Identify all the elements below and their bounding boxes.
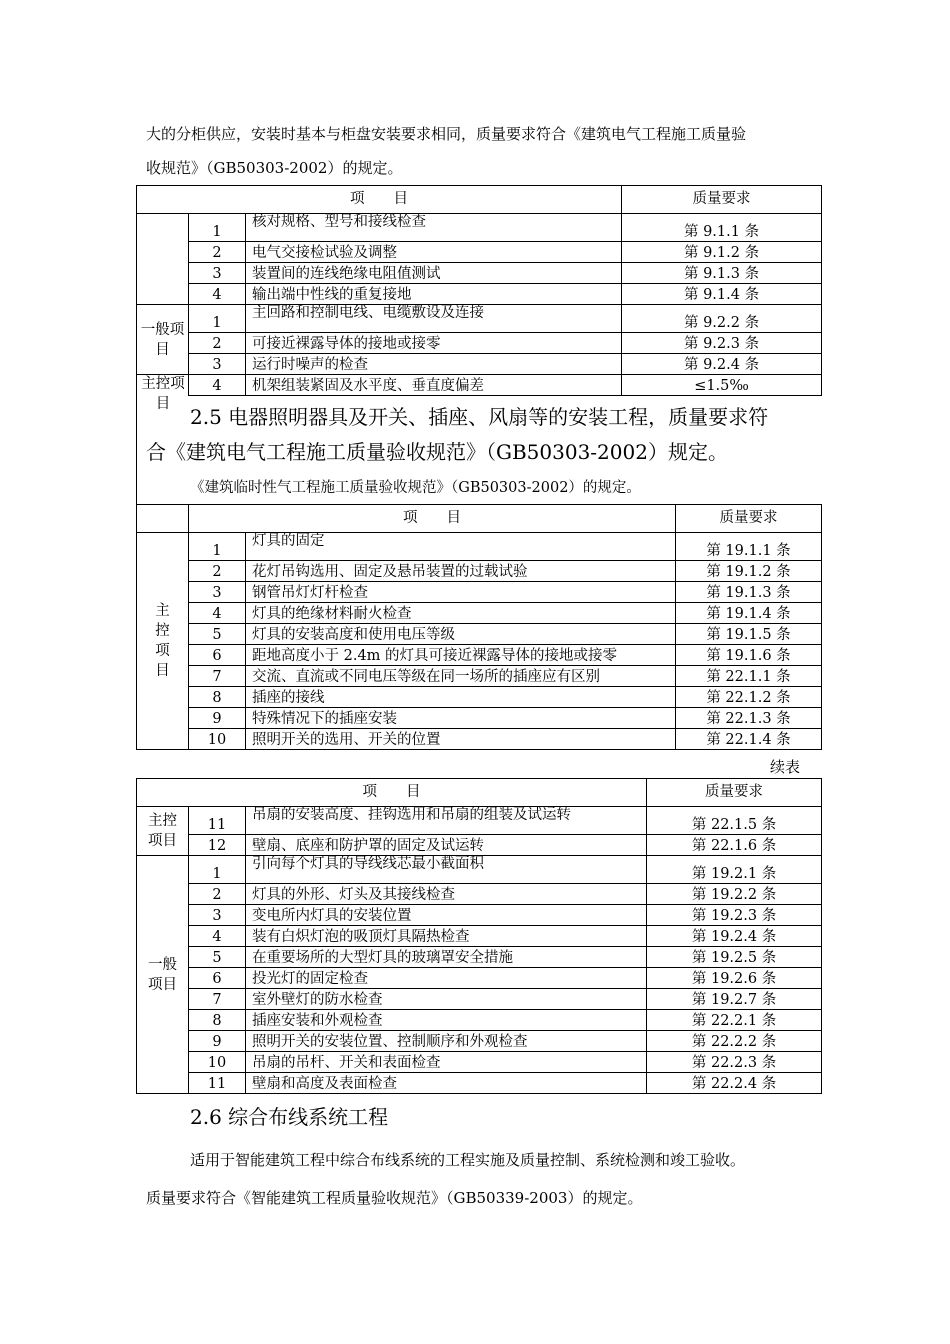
section26-para-line1: 适用于智能建筑工程中综合布线系统的工程实施及质量控制、系统检测和竣工验收。 xyxy=(190,1151,746,1169)
table-row-req: 第 22.1.2 条 xyxy=(676,687,822,708)
table-row-req: 第 22.1.6 条 xyxy=(647,835,822,856)
table-row-item: 变电所内灯具的安装位置 xyxy=(246,905,647,926)
table-row-item: 可接近裸露导体的接地或接零 xyxy=(246,333,622,354)
table-row-item: 灯具的安装高度和使用电压等级 xyxy=(246,624,676,645)
section25-title-line1: 2.5 电器照明器具及开关、插座、风扇等的安装工程，质量要求符 xyxy=(190,405,769,429)
table-row-no: 2 xyxy=(189,242,246,263)
table-row-req: 第 9.2.4 条 xyxy=(622,354,822,375)
table1-header-quality: 质量要求 xyxy=(622,186,822,214)
left-rule xyxy=(136,396,137,504)
table1-group-general: 一般项目 xyxy=(137,305,189,375)
table-row-req: 第 19.2.7 条 xyxy=(647,989,822,1010)
table-row-req: 第 22.1.5 条 xyxy=(647,807,822,835)
table-lighting-main xyxy=(136,504,822,750)
table-row-item: 运行时噪声的检查 xyxy=(246,354,622,375)
table1-group-main: 主控项目 xyxy=(141,376,185,412)
table-row-item: 插座的接线 xyxy=(246,687,676,708)
table-row-req: 第 19.1.4 条 xyxy=(676,603,822,624)
table-row-req: 第 19.1.2 条 xyxy=(676,561,822,582)
table-row-item: 灯具的外形、灯头及其接线检查 xyxy=(246,884,647,905)
table-row-no: 9 xyxy=(189,1031,246,1052)
table-row-item: 机架组装紧固及水平度、垂直度偏差 xyxy=(246,375,622,396)
section25-title-line2: 合《建筑电气工程施工质量验收规范》（GB50303-2002）规定。 xyxy=(146,440,728,464)
table-row-no: 6 xyxy=(189,645,246,666)
table-row-no: 4 xyxy=(189,375,246,396)
table-row-item: 电气交接检试验及调整 xyxy=(246,242,622,263)
table3-group-main: 主控项目 xyxy=(137,807,189,856)
table3-header-quality: 质量要求 xyxy=(647,779,822,807)
table-row-item: 投光灯的固定检查 xyxy=(246,968,647,989)
table-row-no: 1 xyxy=(189,305,246,333)
table-row-req: 第 9.1.2 条 xyxy=(622,242,822,263)
table-row-req: 第 9.1.3 条 xyxy=(622,263,822,284)
table2-header-quality: 质量要求 xyxy=(676,505,822,533)
table1-group-blank xyxy=(137,214,189,305)
table-row-item: 在重要场所的大型灯具的玻璃罩安全措施 xyxy=(246,947,647,968)
table-row-item: 钢管吊灯灯杆检查 xyxy=(246,582,676,603)
section25-sub: 《建筑临时性气工程施工质量验收规范》（GB50303-2002）的规定。 xyxy=(190,480,641,496)
table-row-no: 10 xyxy=(189,1052,246,1073)
table-row-req: 第 19.2.4 条 xyxy=(647,926,822,947)
table-row-req: 第 9.1.1 条 xyxy=(622,214,822,242)
table-row-req: 第 19.2.6 条 xyxy=(647,968,822,989)
table-row-item: 特殊情况下的插座安装 xyxy=(246,708,676,729)
table-row-item: 交流、直流或不同电压等级在同一场所的插座应有区别 xyxy=(246,666,676,687)
table-row-no: 2 xyxy=(189,333,246,354)
table-row-req: 第 22.2.1 条 xyxy=(647,1010,822,1031)
table-row-req: 第 22.2.4 条 xyxy=(647,1073,822,1094)
table-row-req: 第 19.1.6 条 xyxy=(676,645,822,666)
table-row-item: 照明开关的选用、开关的位置 xyxy=(246,729,676,750)
table-row-req: ≤1.5‰ xyxy=(622,375,822,396)
table-row-no: 4 xyxy=(189,603,246,624)
table-row-item: 照明开关的安装位置、控制顺序和外观检查 xyxy=(246,1031,647,1052)
table-row-no: 9 xyxy=(189,708,246,729)
table-row-req: 第 19.1.1 条 xyxy=(676,533,822,561)
table-row-req: 第 22.1.3 条 xyxy=(676,708,822,729)
table-row-no: 2 xyxy=(189,884,246,905)
table3-header-item: 项 目 xyxy=(137,779,647,807)
table-row-no: 11 xyxy=(189,1073,246,1094)
table-row-req: 第 19.2.1 条 xyxy=(647,856,822,884)
table-row-item: 装有白炽灯泡的吸顶灯具隔热检查 xyxy=(246,926,647,947)
table1-header-item: 项 目 xyxy=(137,186,622,214)
table-lighting-continued xyxy=(136,778,822,1094)
table-row-item: 灯具的固定 xyxy=(246,533,676,561)
table-row-req: 第 22.1.4 条 xyxy=(676,729,822,750)
table-row-item: 壁扇和高度及表面检查 xyxy=(246,1073,647,1094)
intro-line-2: 收规范》（GB50303-2002）的规定。 xyxy=(146,159,403,177)
table-row-req: 第 22.2.3 条 xyxy=(647,1052,822,1073)
table-row-req: 第 19.2.5 条 xyxy=(647,947,822,968)
table-row-no: 12 xyxy=(189,835,246,856)
table-row-no: 7 xyxy=(189,989,246,1010)
table-row-no: 4 xyxy=(189,284,246,305)
table-row-req: 第 9.1.4 条 xyxy=(622,284,822,305)
table-row-item: 输出端中性线的重复接地 xyxy=(246,284,622,305)
table-row-no: 5 xyxy=(189,624,246,645)
table-row-no: 10 xyxy=(189,729,246,750)
table-row-req: 第 19.2.2 条 xyxy=(647,884,822,905)
table-row-item: 插座安装和外观检查 xyxy=(246,1010,647,1031)
table-row-item: 室外壁灯的防水检查 xyxy=(246,989,647,1010)
table-row-item: 装置间的连线绝缘电阻值测试 xyxy=(246,263,622,284)
table-row-no: 8 xyxy=(189,1010,246,1031)
section26-para-line2: 质量要求符合《智能建筑工程质量验收规范》（GB50339-2003）的规定。 xyxy=(146,1189,643,1207)
intro-line-1: 大的分柜供应，安装时基本与柜盘安装要求相同，质量要求符合《建筑电气工程施工质量验 xyxy=(146,125,747,143)
table-row-req: 第 19.2.3 条 xyxy=(647,905,822,926)
table-row-item: 核对规格、型号和接线检查 xyxy=(246,214,622,242)
table-row-no: 8 xyxy=(189,687,246,708)
table-row-req: 第 9.2.3 条 xyxy=(622,333,822,354)
table-row-no: 7 xyxy=(189,666,246,687)
table-row-item: 灯具的绝缘材料耐火检查 xyxy=(246,603,676,624)
table-row-item: 吊扇的吊杆、开关和表面检查 xyxy=(246,1052,647,1073)
table-row-item: 主回路和控制电线、电缆敷设及连接 xyxy=(246,305,622,333)
table2-group-main: 主控项目 xyxy=(137,533,189,750)
table-row-item: 引向每个灯具的导线线芯最小截面积 xyxy=(246,856,647,884)
table3-group-general: 一般项目 xyxy=(137,856,189,1094)
section26-title: 2.6 综合布线系统工程 xyxy=(190,1105,389,1129)
table-row-req: 第 9.2.2 条 xyxy=(622,305,822,333)
table-row-no: 3 xyxy=(189,354,246,375)
table-row-no: 3 xyxy=(189,905,246,926)
table-row-item: 吊扇的安装高度、挂钩选用和吊扇的组装及试运转 xyxy=(246,807,647,835)
table-row-no: 2 xyxy=(189,561,246,582)
table-row-item: 花灯吊钩选用、固定及悬吊装置的过载试验 xyxy=(246,561,676,582)
table-row-no: 1 xyxy=(189,856,246,884)
table-row-no: 3 xyxy=(189,263,246,284)
table-row-no: 11 xyxy=(189,807,246,835)
table-row-no: 5 xyxy=(189,947,246,968)
table-row-req: 第 19.1.3 条 xyxy=(676,582,822,603)
table-row-no: 3 xyxy=(189,582,246,603)
continued-label: 续表 xyxy=(770,758,801,776)
table-row-no: 4 xyxy=(189,926,246,947)
table-row-req: 第 22.1.1 条 xyxy=(676,666,822,687)
table-row-item: 壁扇、底座和防护罩的固定及试运转 xyxy=(246,835,647,856)
table-row-no: 1 xyxy=(189,533,246,561)
table-distribution-cabinet xyxy=(136,185,822,396)
table-row-no: 1 xyxy=(189,214,246,242)
table2-header-item: 项 目 xyxy=(189,505,676,533)
table-row-req: 第 22.2.2 条 xyxy=(647,1031,822,1052)
table-row-req: 第 19.1.5 条 xyxy=(676,624,822,645)
table-row-item: 距地高度小于 2.4m 的灯具可接近裸露导体的接地或接零 xyxy=(246,645,676,666)
table-row-no: 6 xyxy=(189,968,246,989)
